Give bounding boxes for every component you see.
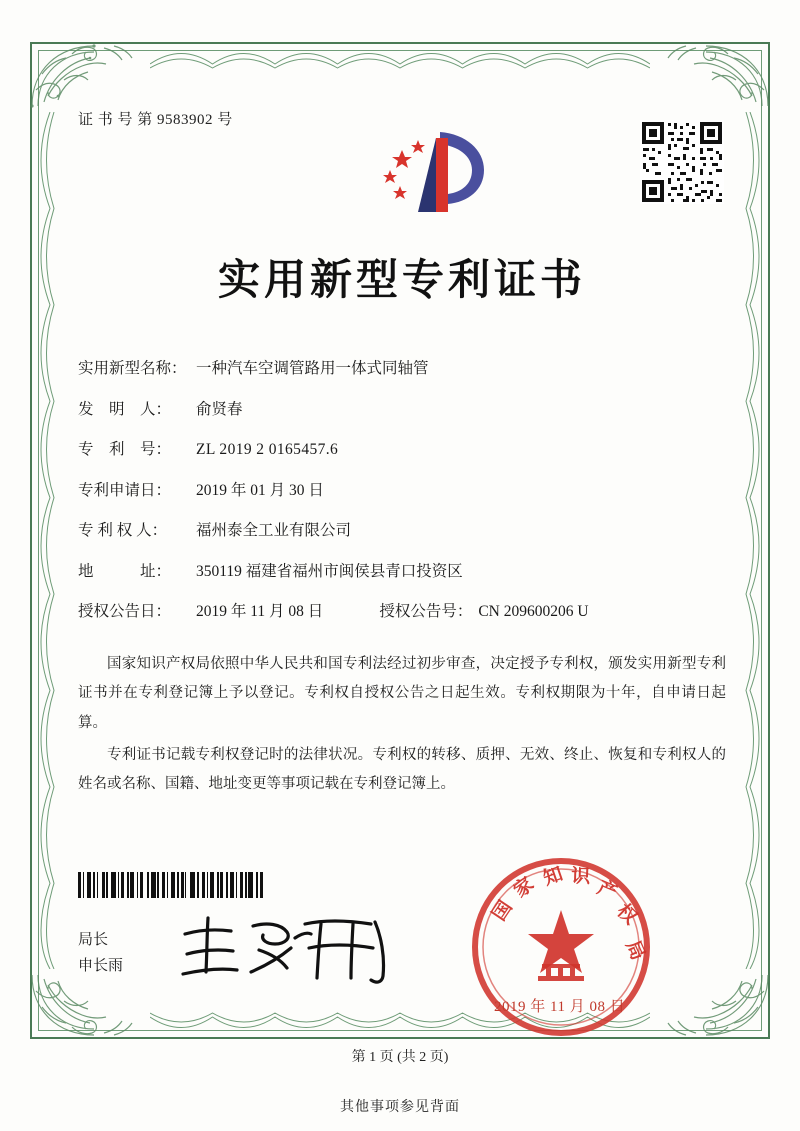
field-list [78, 361, 726, 620]
field-address [78, 564, 726, 580]
field-announcement [78, 604, 726, 620]
field-inventor [78, 402, 726, 418]
page-title: 实用新型专利证书 [217, 255, 586, 304]
director-name: 申长雨 [78, 957, 124, 974]
announcement-number-value: CN 209600206 U [478, 603, 589, 620]
field-label: 专利申请日： [78, 481, 172, 499]
svg-text:国: 国 [487, 896, 517, 925]
field-label: 专 利 号： [78, 441, 172, 458]
legal-paragraph-2: 专利证书记载专利权登记时的法律状况。专利权的转移、质押、无效、终止、恢复和专利权人的姓名或名称、国籍、地址变更等事项记载在专利登记簿上。 [78, 746, 726, 793]
svg-text:家: 家 [509, 872, 539, 902]
svg-text:权: 权 [612, 899, 642, 929]
svg-text:知: 知 [540, 862, 566, 890]
footnote: 其他事项参见背面 [340, 1100, 460, 1115]
seal-date: 2019 年 11 月 08 日 [494, 999, 626, 1015]
field-value: 福州泰全工业有限公司 [196, 522, 352, 539]
announcement-date-value: 2019 年 11 月 08 日 [196, 603, 324, 620]
announcement-number-label: 授权公告号： [379, 603, 473, 620]
signature-block [78, 928, 123, 979]
field-value: ZL 2019 2 0165457.6 [196, 441, 339, 458]
announcement-date-label: 授权公告日： [78, 603, 172, 620]
cnipa-logo-icon [378, 124, 498, 220]
legal-text [78, 650, 726, 801]
handwritten-signature [175, 908, 405, 988]
field-value: 俞贤春 [196, 400, 243, 418]
legal-paragraph-1: 国家知识产权局依照中华人民共和国专利法经过初步审查，决定授予专利权，颁发实用新型专利证书并在专利登记簿上予以登记。专利权自授权公告之日起生效。专利权期限为十年，自申请日起算。 [78, 655, 726, 731]
certificate-content [78, 108, 726, 802]
director-title: 局长 [78, 932, 109, 948]
certificate-number: 证 书 号 第 9583902 号 [78, 112, 233, 128]
field-label: 地 址： [78, 562, 172, 580]
field-patentee [78, 523, 726, 539]
field-label: 发 明 人： [78, 400, 172, 418]
field-value: 一种汽车空调管路用一体式同轴管 [196, 360, 429, 377]
field-utility-model-name [78, 361, 726, 377]
field-value: 2019 年 01 月 30 日 [196, 481, 324, 499]
field-label: 实用新型名称： [78, 360, 187, 377]
svg-text:产: 产 [594, 876, 621, 905]
field-patent-number [78, 442, 726, 458]
field-value: 350119 福建省福州市闽侯县青口投资区 [196, 562, 463, 580]
field-label: 专 利 权 人： [78, 522, 168, 539]
svg-text:识: 识 [570, 865, 591, 888]
field-application-date [78, 483, 726, 499]
qr-code-icon [640, 120, 724, 204]
page-number: 第 1 页 (共 2 页) [351, 1050, 449, 1065]
barcode-icon [78, 872, 293, 898]
svg-text:局: 局 [621, 937, 650, 964]
